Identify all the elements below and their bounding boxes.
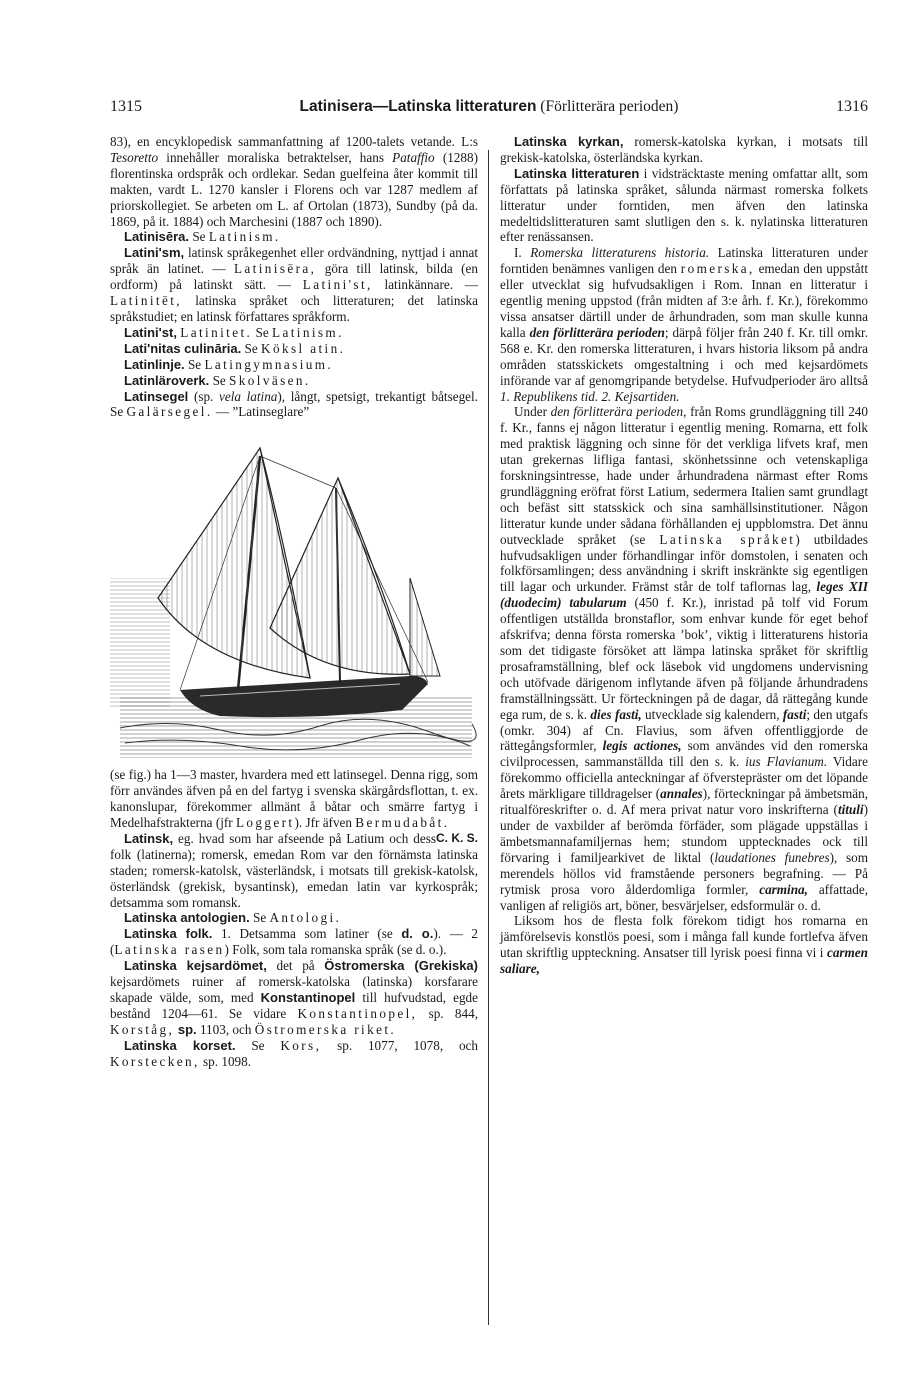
column-divider: [488, 150, 489, 1325]
section-romerska-litteraturens-historia: I. Romerska litteraturens historia. Latinska litteraturen under forntiden benämnes vanligen den romerska, emedan den uppstått eller utvecklat sig hufvudsakligen i Rom. Innan en litteratur i egentlig mening uppstod (från midten af 3:e årh. f. Kr.), förekommo vissa ansatser därtill under de århundraden, som man skulle kunna kalla den förlitterära perioden; därpå följer från 240 f. Kr. till omkr. 568 e. Kr. den romerska litteraturen, i hvars historia liksom på andra områden statsskickets omgestaltning i och med kejsardömets införande var af genomgripande betydelse. Hufvudperioder äro alltså 1. Republikens tid. 2. Kejsartiden.: [500, 245, 868, 404]
entry-latinska-litteraturen: Latinska litteraturen i vidsträcktaste mening omfattar allt, som författats på latinska språket, sålunda närmast romerska folkets litteratur under forntiden, men äfven den latinska medeltidslitteraturen samt slutligen den s. k. nylatinska litteraturen efter renässansen.: [500, 165, 868, 245]
headword: Latinska antologien.: [124, 910, 250, 926]
entry-latinlinje: Latinlinje. Se Latingymnasium.: [124, 356, 334, 372]
headword: Latini'st,: [124, 324, 177, 340]
headword: Latinläroverk.: [124, 372, 210, 388]
lateen-sail-ship-figure: [110, 428, 478, 763]
entry-latinism: Latini'sm, latinsk språkegenhet eller ordvändning, nyttjad i annat språk än latinet. — Latinisēra, göra till latinsk, bilda (en ordform) på latinskt sätt. — Latini'st, latinkännare. — Latinitēt, latinska språket och litteraturen; det latinska språkstudiet; en latinsk författares språkform.: [110, 245, 478, 324]
entry-latinska-antologien: Latinska antologien. Se Antologi.: [124, 910, 342, 926]
left-column: [110, 134, 478, 1070]
entry-latinsegel-continued: (se fig.) ha 1—3 master, hvardera med ett latinsegel. Denna rigg, som förr användes äfven på en del fartyg i svenska skärgårdsflottan, t. ex. kanonslupar, förekommer allmänt å båtar och smärre fartyg i Medelhafstrakterna (jfr Loggert). Jfr äfven Bermudabåt. C. K. S.: [110, 767, 478, 845]
headword: Latinsk,: [124, 830, 174, 846]
entry-latinska-korset: Latinska korset. Se Kors, sp. 1077, 1078, och Korstecken, sp. 1098.: [110, 1037, 478, 1069]
headword: Lati'nitas culināria.: [124, 340, 242, 356]
right-column: [500, 134, 868, 977]
ship-illustration: [110, 428, 478, 763]
entry-latinlaroverk: Latinläroverk. Se Skolväsen.: [124, 372, 311, 388]
entry-latinitas-culinaria: Lati'nitas culināria. Se Köksl atin.: [124, 340, 346, 356]
section-poesi: Liksom hos de flesta folk förekom tidigt hos romarna en jämförelsevis konstlös poesi, som i många fall kunde fortlefva äfven utan skriftlig uppteckning. Ansatser till lyrisk poesi finna vi i carmen saliare,: [500, 913, 868, 977]
entry-latinska-folk: Latinska folk. 1. Detsamma som latiner (se d. o.). — 2 (Latinska rasen) Folk, som tala romanska språk (se d. o.).: [110, 926, 479, 958]
section-forlitterara-perioden: Under den förlitterära perioden, från Roms grundläggning till 240 f. Kr., fanns ej någon litteratur i egentlig mening. Romarna, ett folk med praktisk läggning och sinne för det verkliga lifvets kraf, men utan grekernas lifliga fantasi, skönhetssinne och vetenskapliga forskningsintresse, hade under århundradena närmast efter Roms grundläggning eröfrat först Latium, sedermera Italien samt grundlagt och befäst sitt statsskick och sina samhällsinstitutioner. Någon litteratur kunde under sådana förhållanden ej uppblomstra. Det ännu outvecklade språket (se Latinska språket) utbildades hufvudsakligen under förhandlingar inför domstolen, i senaten och folkförsamlingen; dess användning i skrift inskränkte sig egentligen till lagar och urkunder. Främst står de tolf taflornas lag, leges XII (duodecim) tabularum (450 f. Kr.), inristad på tolf vid Forum offentligen utställda bronstaflor, som enhvar kunde för eget behof afskrifva; denna första romerska ’bok’, viktig i litteraturens historia som det tidigaste försöket att lämpa latinska språket för skriftlig prosaframställning, blef ock läsebok vid ungdomens undervisning och utöfvade därigenom inflytande äfven på följande århundradens framställningssätt. Ur förteckningen på de dagar, då rättegång kunde ega rum, de s. k. dies fasti, utvecklade sig kalendern, fasti; den utgafs (omkr. 304) af Cn. Flavius, som äfven offentliggjorde de rättegångsformler, legis actiones, som användes vid den romerska civilprocessen, sammanställda till den s. k. ius Flavianum. Vidare förekommo officiella anteckningar af öfverstepräster om det löpande årets märkligare tilldragelser (annales), förteckningar på ämbetsmän, ritualföreskrifter o. d. Af mera privat natur voro inskrifterna (tituli) under de vaxbilder af berömda förfäder, som plägade uppställas i ämbetsmannafamiljernas hem; stundom upptecknades ock till förvaring i familjearkivet de liktal (laudationes funebres), som merendels höllos vid framstående personers begrafning. — På rytmisk prosa voro ålderdomliga formler, carmina, affattade, vanligen af religiös art, böner, besvärjelser, edsformulär o. d.: [500, 404, 869, 913]
running-title-main: Latinisera—Latinska litteraturen: [299, 98, 537, 115]
author-signature: C. K. S.: [435, 830, 478, 845]
entry-latinsk: Latinsk, eg. hvad som har afseende på Latium och dess folk (latinerna); romersk, emedan Rom var den förnämsta latinska staden; romersk-katolsk, västerländsk, i motsats till grekisk-katolsk, österländsk (grekisk, bysantinsk), emedan latin var kyrkospråk; detsamma som romansk.: [110, 830, 478, 910]
headword: Latini'sm,: [124, 245, 185, 261]
page-number-right: 1316: [836, 98, 868, 115]
running-title-sub: (Förlitterära perioden): [536, 98, 679, 115]
headword: Latinska kyrkan,: [514, 134, 624, 149]
page-header: [110, 98, 868, 120]
page-number-left: 1315: [110, 98, 142, 115]
entry-latinska-kyrkan: Latinska kyrkan, romersk-katolska kyrkan, i motsats till grekisk-katolska, österländska kyrkan.: [500, 134, 868, 165]
running-title: [300, 98, 679, 116]
entry-latinska-kejsardomet: Latinska kejsardömet, det på Östromerska (Grekiska) kejsardömets ruiner af romersk-katolska (latinska) korsfarare skapade välde, som, med Konstantinopel till hufvudstad, egde bestånd 1204—61. Se vidare Konstantinopel, sp. 844, Korståg, sp. 1103, och Östromerska riket.: [110, 958, 479, 1037]
headword: Latinisēra.: [124, 229, 190, 245]
entry-latinist: Latini'st, Latinitet. Se Latinism.: [124, 324, 344, 340]
headword: Latinska kejsardömet,: [124, 958, 267, 974]
headword: Latinska korset.: [124, 1037, 236, 1053]
headword: Latinlinje.: [124, 356, 185, 372]
headword: Latinska folk.: [124, 926, 213, 942]
headword: Latinsegel: [124, 388, 189, 404]
headword: Latinska litteraturen: [514, 165, 640, 181]
entry-latinsegel: Latinsegel (sp. vela latina), långt, spetsigt, trekantigt båtsegel. Se Galärsegel. — ”Latinseglare”: [110, 388, 478, 420]
entry-latini-continued: 83), en encyklopedisk sammanfattning af 1200-talets vetande. L:s Tesoretto innehåller moraliska betraktelser, hans Pataffio (1288) florentinska ordspråk och ordlekar. Sedan guelfeina åter kommit till makten, vardt L. 1270 kansler i Florens och var 1287 medlem af priorskollegiet. Se arbeten om L. af Ortolan (1873), Sundby (på da. 1869, på it. 1884) och Marchesini (1887 och 1890).: [110, 134, 478, 229]
entry-latinisera: Latinisēra. Se Latinism.: [124, 229, 281, 245]
